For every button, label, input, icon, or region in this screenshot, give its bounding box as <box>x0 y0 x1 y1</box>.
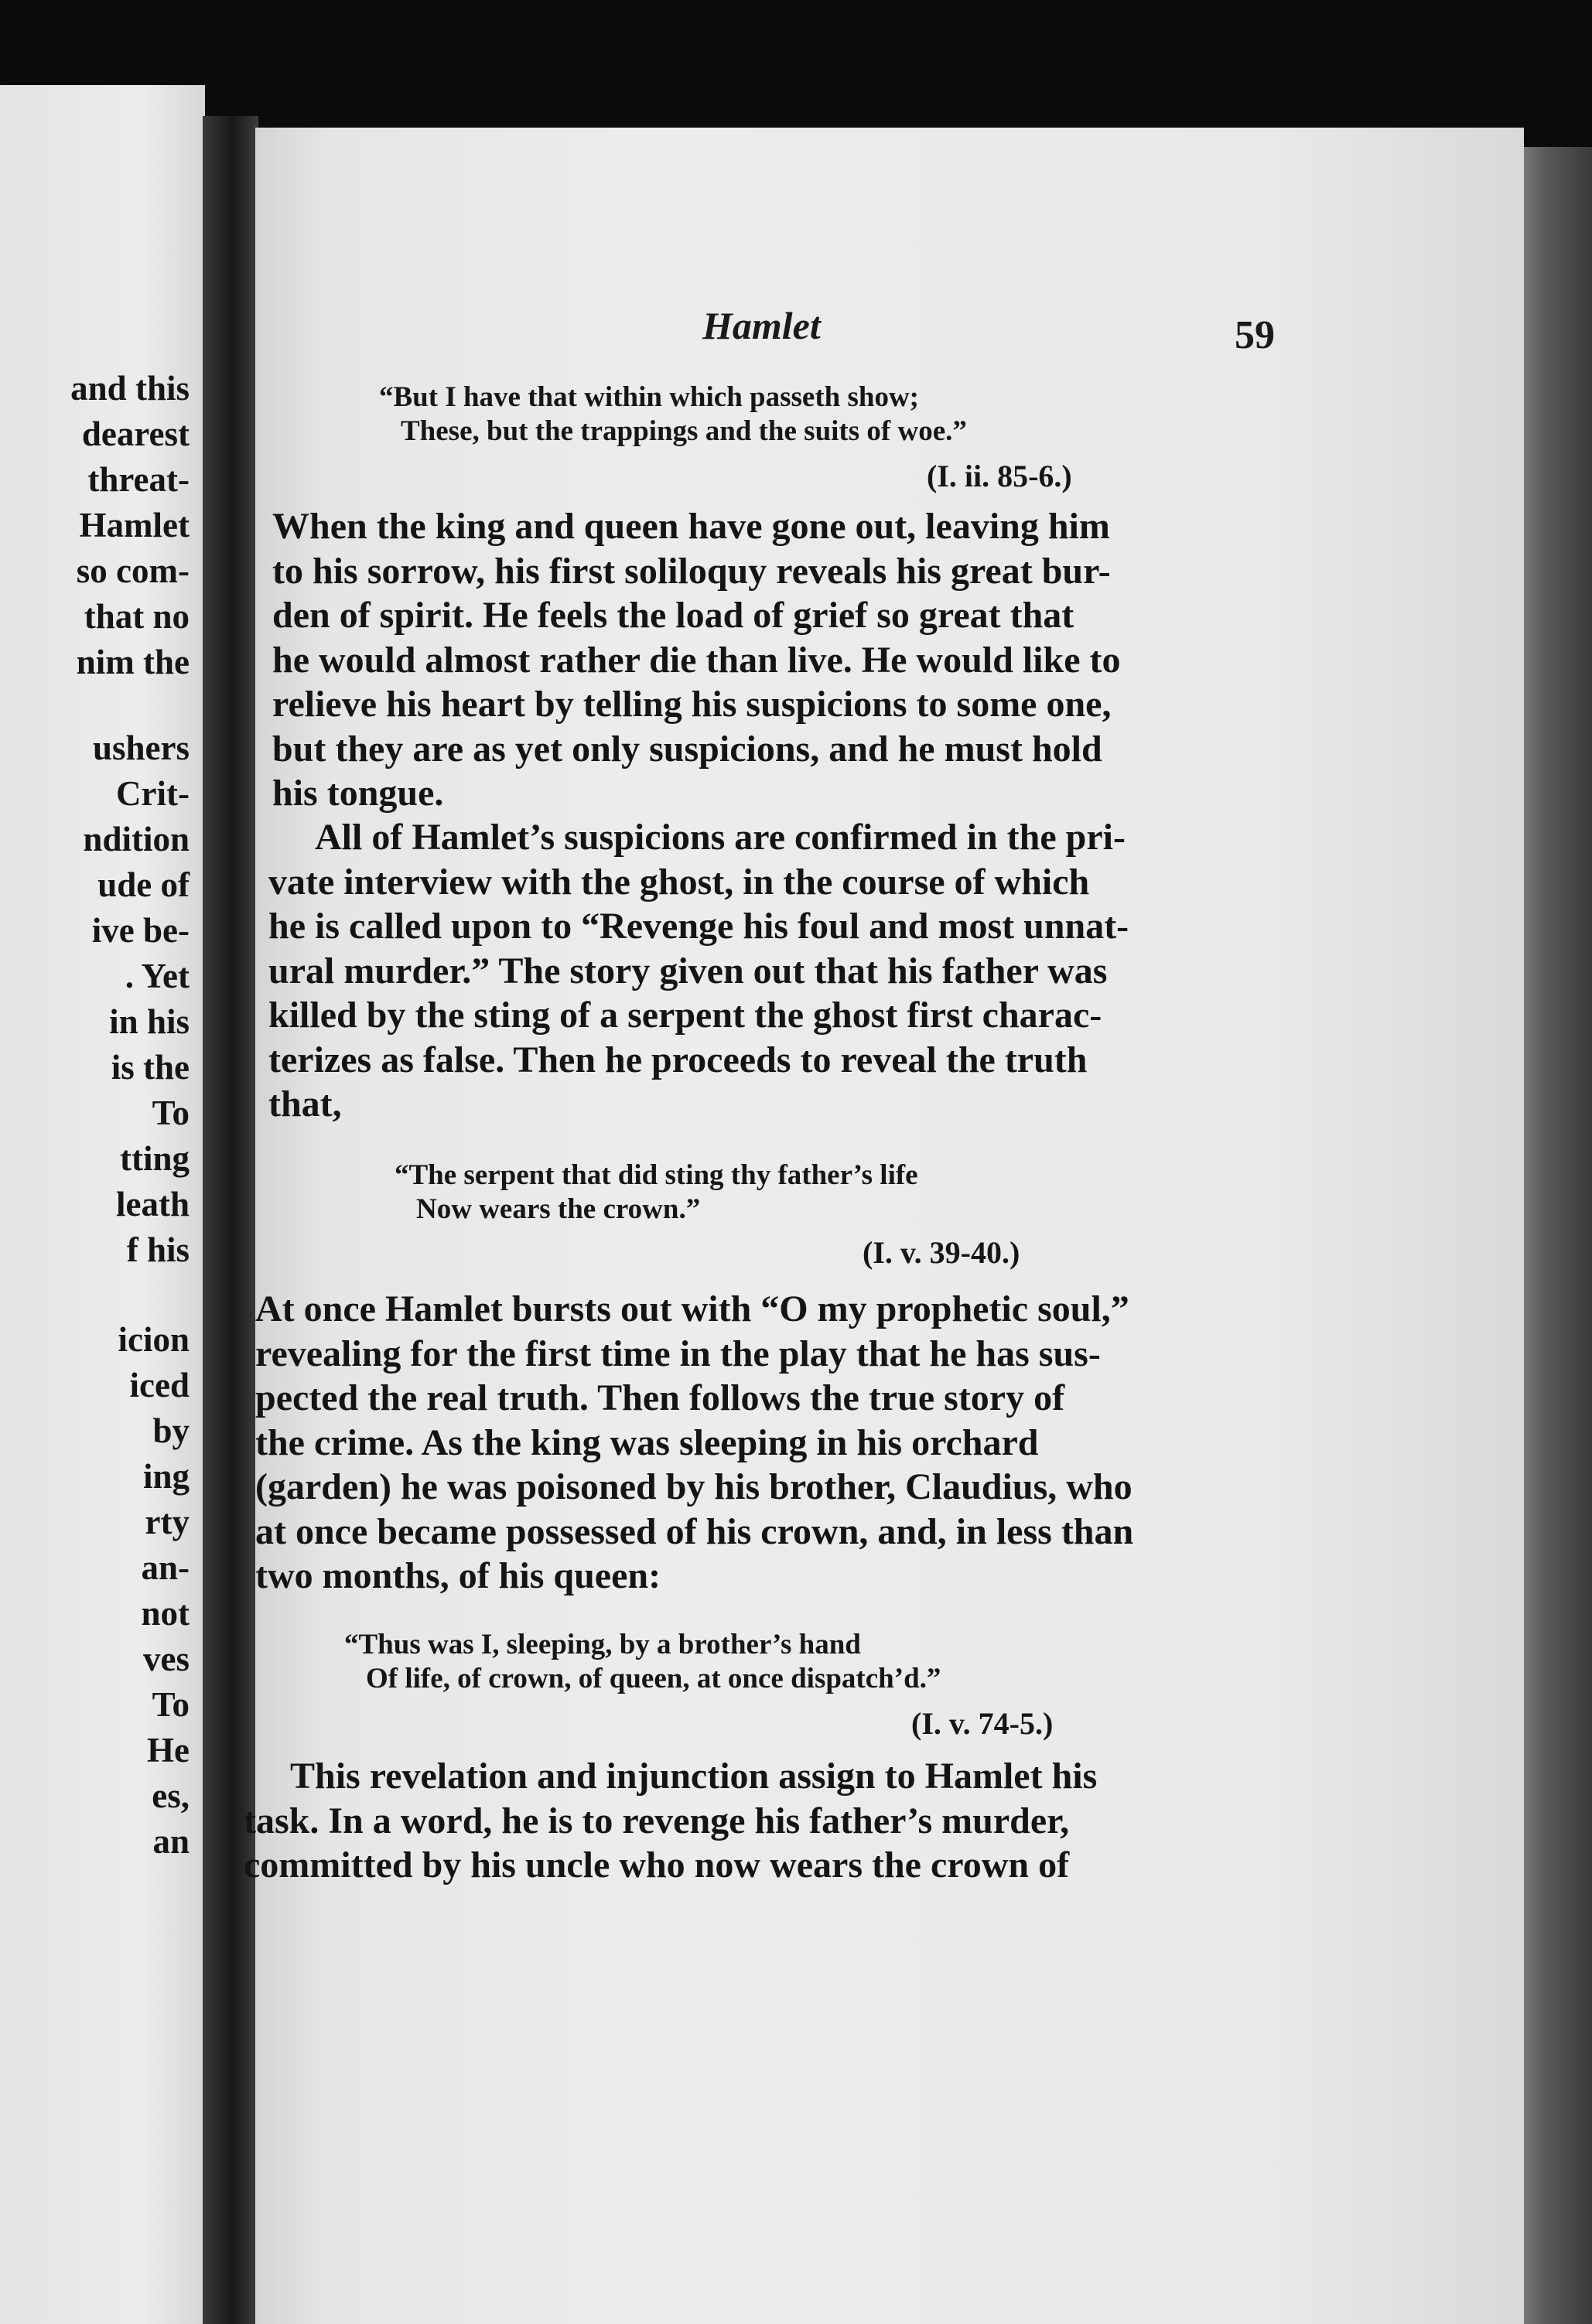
left-page-line: . Yet <box>125 957 190 995</box>
quote-line: These, but the trappings and the suits of woe.” <box>401 415 967 447</box>
left-page-line: an <box>152 1822 190 1861</box>
text-line: terizes as false. Then he proceeds to reveal the truth <box>268 1039 1088 1080</box>
text-line: revealing for the first time in the play that he has sus- <box>255 1333 1101 1374</box>
quote-line: Of life, of crown, of queen, at once dispatch’d.” <box>366 1663 941 1694</box>
text-line: killed by the sting of a serpent the ghost first charac- <box>268 995 1102 1036</box>
paragraph <box>268 815 1274 1127</box>
left-page-line: threat- <box>87 460 190 499</box>
left-page-line: rty <box>145 1503 190 1541</box>
text-line: All of Hamlet’s suspicions are confirmed in the pri- <box>315 817 1126 858</box>
block-quote <box>344 1628 941 1696</box>
left-page-line: To <box>152 1685 190 1724</box>
text-line: two months, of his queen: <box>255 1555 661 1596</box>
left-page-line: not <box>141 1594 190 1633</box>
quote-line: “The serpent that did sting thy father’s life <box>395 1159 918 1191</box>
text-line: task. In a word, he is to revenge his father’s murder, <box>244 1800 1070 1841</box>
left-page-line: an- <box>141 1548 190 1587</box>
quote-line: “But I have that within which passeth show; <box>379 381 919 413</box>
text-line: This revelation and injunction assign to Hamlet his <box>290 1756 1098 1797</box>
text-line: he would almost rather die than live. He would like to <box>272 639 1121 681</box>
left-page-line: ndition <box>83 820 190 858</box>
left-page-line: ushers <box>92 729 190 767</box>
text-line: at once became possessed of his crown, and, in less than <box>255 1510 1134 1552</box>
text-line: den of spirit. He feels the load of grief so great that <box>272 595 1074 636</box>
page-edge-stack <box>1512 147 1592 2324</box>
text-line: the crime. As the king was sleeping in his orchard <box>255 1421 1039 1463</box>
left-page-line: that no <box>84 597 190 636</box>
text-line: his tongue. <box>272 773 444 814</box>
text-line: ural murder.” The story given out that his father was <box>268 950 1108 991</box>
left-page-line: es, <box>152 1776 190 1815</box>
left-page-line: ves <box>143 1640 190 1678</box>
quote-citation: (I. v. 39-40.) <box>863 1235 1020 1270</box>
quote-line: Now wears the crown.” <box>416 1193 701 1225</box>
left-page-line: dearest <box>81 415 190 453</box>
left-facing-page <box>0 85 205 2324</box>
text-line: relieve his heart by telling his suspicions to some one, <box>272 684 1112 725</box>
paragraph <box>255 1287 1261 1599</box>
left-page-line: by <box>152 1411 190 1450</box>
text-line: but they are as yet only suspicions, and he must hold <box>272 728 1102 770</box>
quote-citation: (I. ii. 85-6.) <box>927 459 1072 493</box>
block-quote <box>395 1159 918 1227</box>
text-line: he is called upon to “Revenge his foul and most unnat- <box>268 906 1129 947</box>
block-quote <box>379 381 967 449</box>
paragraph <box>244 1754 1249 1888</box>
text-line: When the king and queen have gone out, leaving him <box>272 506 1110 547</box>
left-page-line: f his <box>126 1230 190 1269</box>
left-page-line: iced <box>129 1366 190 1404</box>
quote-citation: (I. v. 74-5.) <box>911 1706 1054 1741</box>
left-page-line: tting <box>120 1139 190 1178</box>
left-page-line: so com- <box>76 551 190 590</box>
left-page-line: in his <box>109 1002 190 1041</box>
left-page-line: ing <box>142 1457 190 1496</box>
text-line: vate interview with the ghost, in the course of which <box>268 861 1090 903</box>
left-page-line: leath <box>116 1185 190 1223</box>
left-page-line: Hamlet <box>79 506 190 544</box>
left-page-line: ude of <box>97 865 190 904</box>
left-page-line: nim the <box>76 643 190 681</box>
book-gutter-shadow <box>203 116 258 2324</box>
left-page-line: is the <box>111 1048 190 1087</box>
left-page-line: and this <box>70 369 190 408</box>
text-line: pected the real truth. Then follows the true story of <box>255 1377 1065 1418</box>
left-page-line: ive be- <box>91 911 190 950</box>
quote-line: “Thus was I, sleeping, by a brother’s hand <box>344 1629 861 1660</box>
running-head: Hamlet <box>702 304 821 347</box>
page-number: 59 <box>1235 313 1275 357</box>
text-line: (garden) he was poisoned by his brother, Claudius, who <box>255 1466 1133 1507</box>
left-page-line: He <box>147 1731 190 1769</box>
paragraph <box>272 504 1278 816</box>
text-line: At once Hamlet bursts out with “O my prophetic soul,” <box>255 1288 1129 1329</box>
text-line: committed by his uncle who now wears the crown of <box>244 1845 1070 1885</box>
text-line: to his sorrow, his first soliloquy reveals his great bur- <box>272 550 1111 592</box>
left-page-line: icion <box>118 1320 190 1359</box>
left-page-line: To <box>152 1094 190 1132</box>
text-line: that, <box>268 1084 342 1124</box>
left-page-line: Crit- <box>116 774 190 813</box>
